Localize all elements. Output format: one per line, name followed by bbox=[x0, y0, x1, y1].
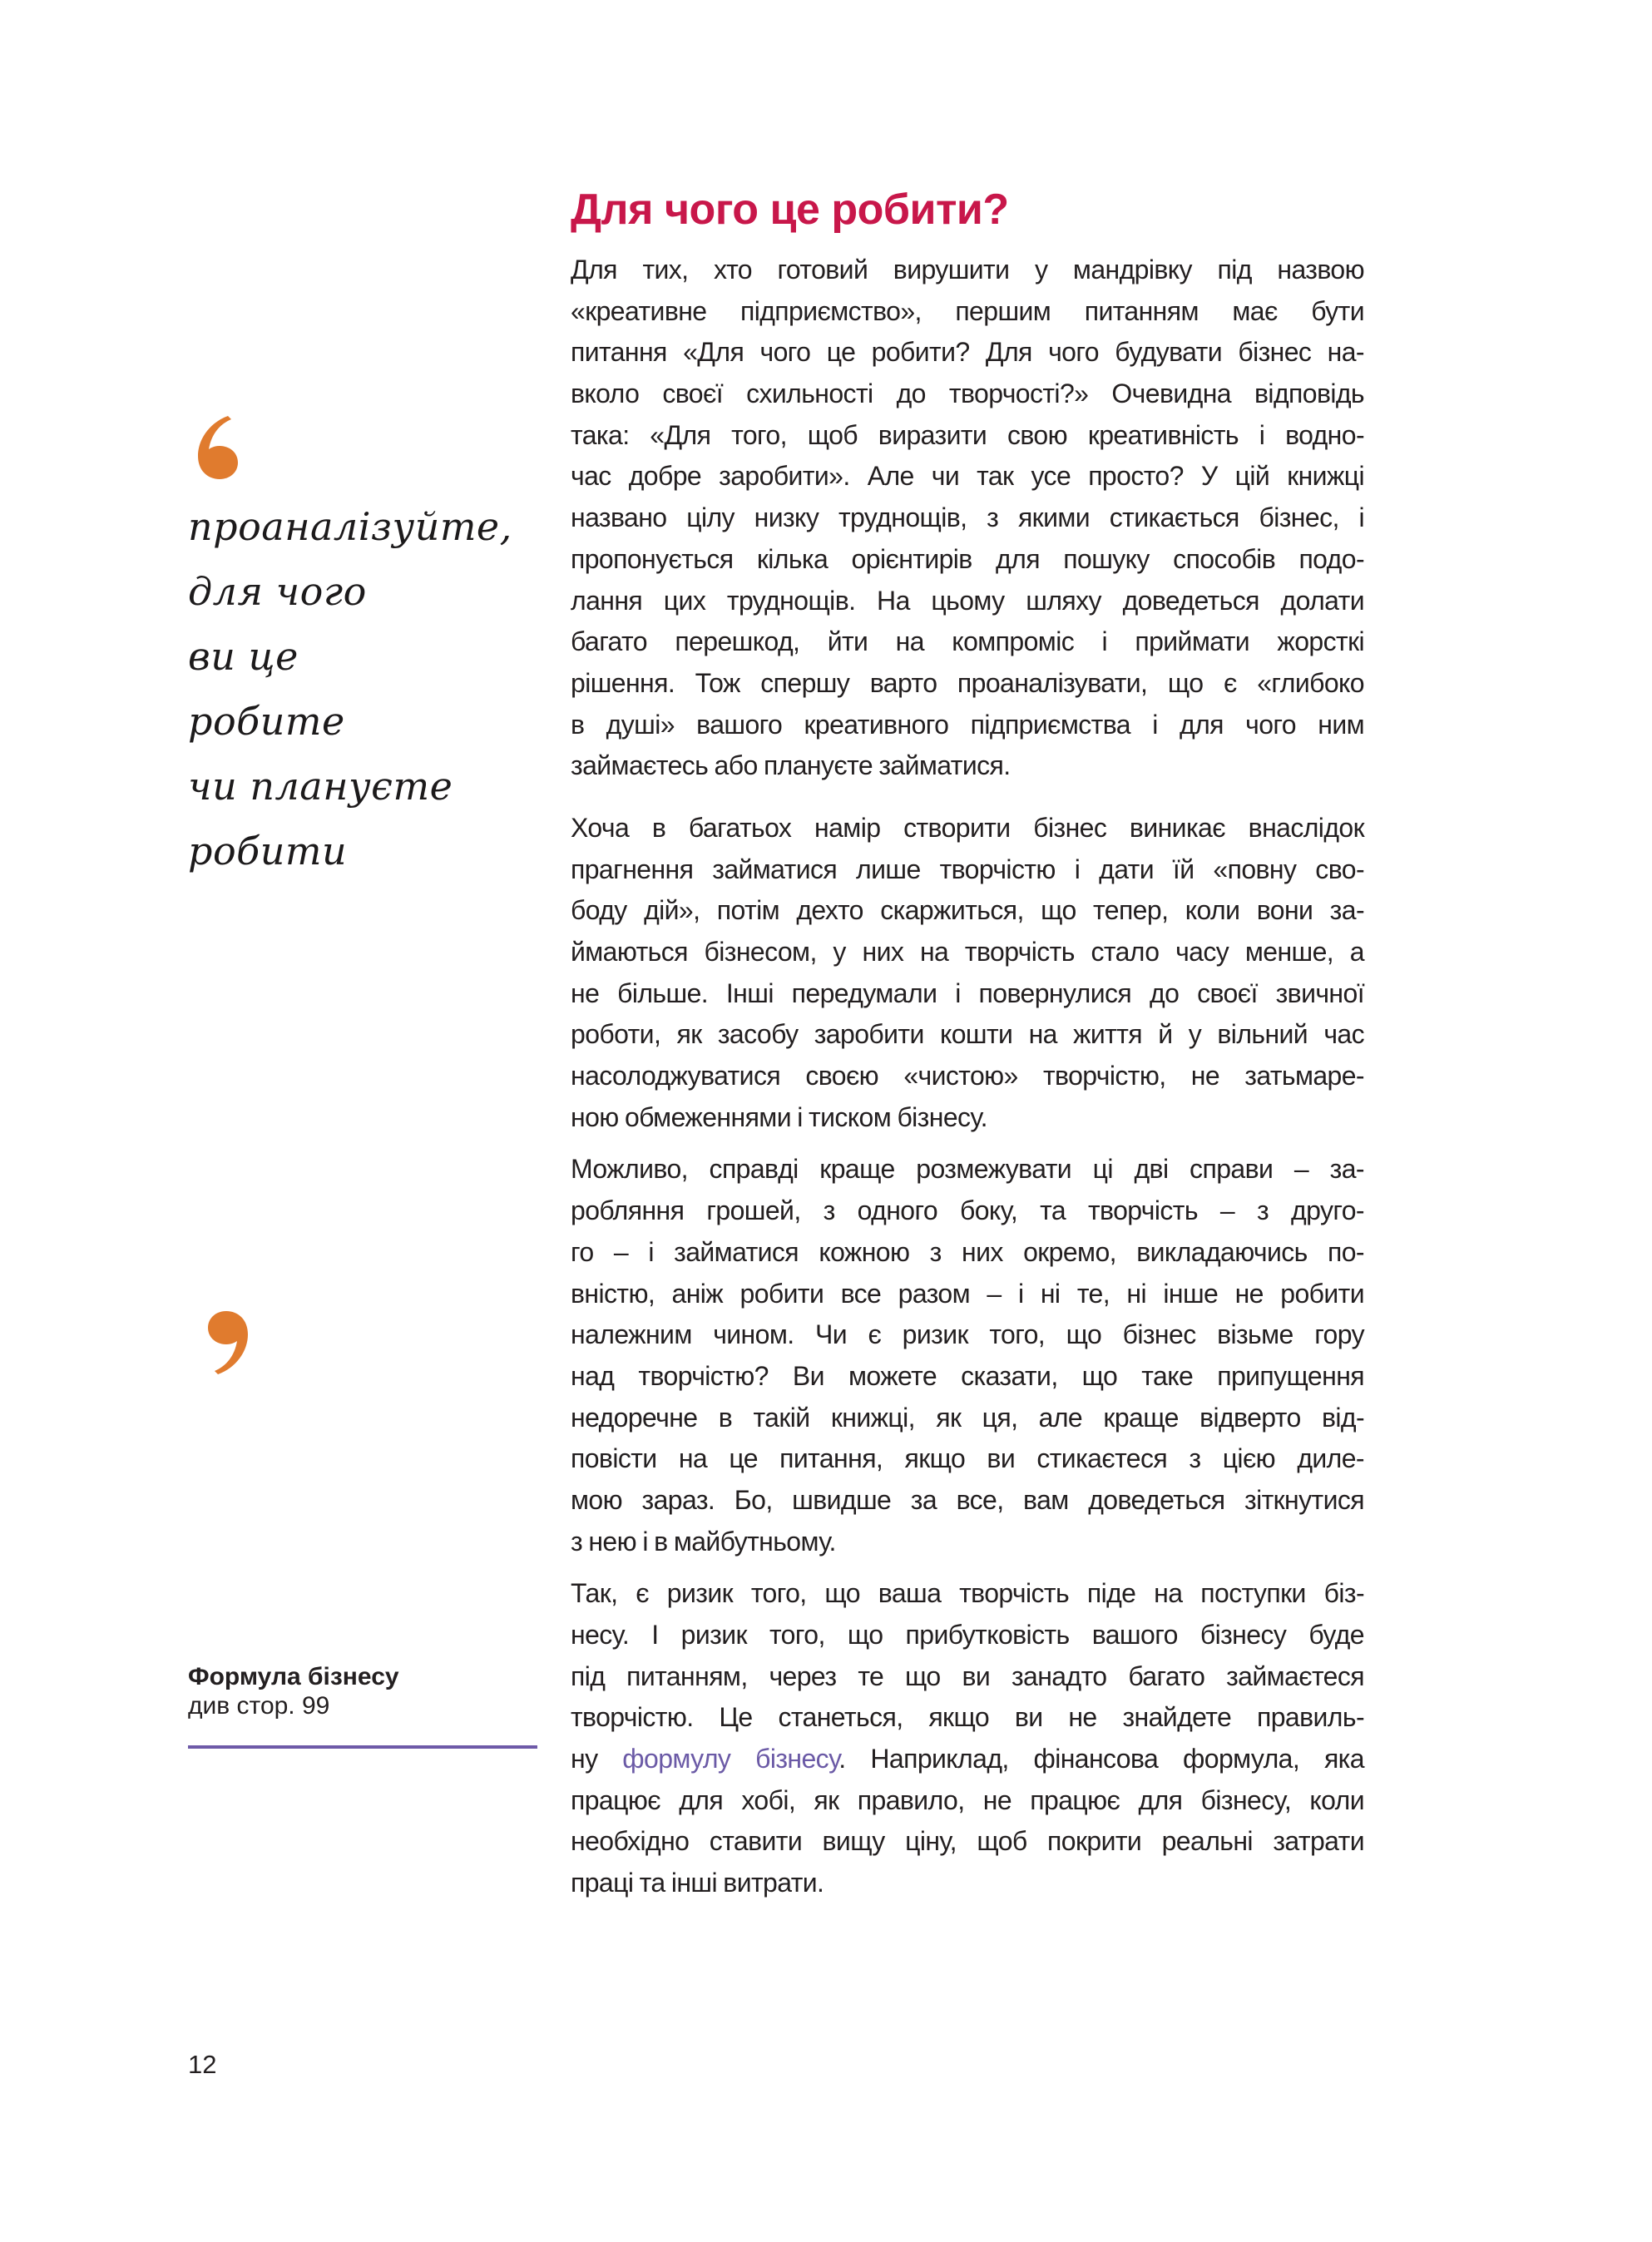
close-quote-icon bbox=[206, 1309, 251, 1376]
text-line-with-link bbox=[571, 1739, 1364, 1780]
text-line: не більше. Інші передумали і повернулися до своєї звичної bbox=[571, 977, 1364, 1008]
text-line: прагнення займатися лише творчістю і дати їй «повну сво- bbox=[571, 854, 1364, 884]
text-line: вколо своєї схильності до творчості?» Очевидна відповідь bbox=[571, 379, 1364, 409]
article-body bbox=[571, 185, 1364, 1904]
side-note-title: Формула бізнесу bbox=[188, 1663, 399, 1690]
link-line-after: . Наприклад, фінансова формула, яка bbox=[838, 1744, 1364, 1774]
text-line: Так, є ризик того, що ваша творчість піде на поступки біз- bbox=[571, 1578, 1364, 1609]
text-line: пропонується кілька орієнтирів для пошуку способів подо- bbox=[571, 543, 1364, 574]
text-line: необхідно ставити вищу ціну, щоб покрити реальні затрати bbox=[571, 1826, 1364, 1857]
text-line: названо цілу низку труднощів, з якими стикається бізнес, і bbox=[571, 502, 1364, 533]
pull-quote-line: ви це bbox=[188, 634, 299, 679]
text-line: праці та інші витрати. bbox=[571, 1868, 824, 1898]
paragraph-4 bbox=[571, 1573, 1364, 1904]
text-line: час добре заробити». Але чи так усе просто? У цій книжці bbox=[571, 461, 1364, 492]
text-line: працює для хобі, як правило, не працює для бізнесу, коли bbox=[571, 1784, 1364, 1815]
text-line: вністю, аніж робити все разом – і ні те, ні інше не робити bbox=[571, 1278, 1364, 1309]
open-quote-icon bbox=[195, 414, 240, 481]
text-line: належним чином. Чи є ризик того, що бізнес візьме гору bbox=[571, 1319, 1364, 1350]
paragraph-1 bbox=[571, 250, 1364, 787]
side-note-cross-reference bbox=[188, 1662, 537, 1749]
pull-quote-line: проаналізуйте, bbox=[188, 504, 512, 549]
text-line: займаєтесь або плануєте займатися. bbox=[571, 750, 1011, 781]
text-line: питання «Для чого це робити? Для чого будувати бізнес на- bbox=[571, 337, 1364, 368]
pull-quote-text bbox=[188, 494, 512, 883]
text-line: рішення. Тож спершу варто проаналізувати, що є «глибоко bbox=[571, 667, 1364, 698]
text-line: лання цих труднощів. На цьому шляху доведеться долати bbox=[571, 585, 1364, 616]
text-line: го – і займатися кожною з них окремо, викладаючись по- bbox=[571, 1236, 1364, 1267]
text-line: з нею і в майбутньому. bbox=[571, 1526, 836, 1557]
text-line: ною обмеженнями і тиском бізнесу. bbox=[571, 1101, 987, 1132]
side-note-divider bbox=[188, 1745, 537, 1749]
text-line: багато перешкод, йти на компроміс і приймати жорсткі bbox=[571, 626, 1364, 657]
text-line: роботи, як засобу заробити кошти на життя й у вільний час bbox=[571, 1019, 1364, 1050]
text-line: така: «Для того, щоб виразити свою креативність і водно- bbox=[571, 419, 1364, 450]
text-line: робляння грошей, з одного боку, та творчість – з друго- bbox=[571, 1195, 1364, 1226]
section-heading: Для чого це робити? bbox=[571, 186, 1009, 234]
pull-quote-line: робите bbox=[188, 699, 345, 744]
text-line: творчістю. Це станеться, якщо ви не знайдете правиль- bbox=[571, 1702, 1364, 1733]
text-line: несу. І ризик того, що прибутковість вашого бізнесу буде bbox=[571, 1620, 1364, 1650]
pull-quote-line: чи плануєте bbox=[188, 764, 453, 809]
text-line: мою зараз. Бо, швидше за все, вам доведеться зіткнутися bbox=[571, 1484, 1364, 1515]
pull-quote-line: робити bbox=[188, 829, 348, 874]
text-line: насолоджуватися своєю «чистою» творчістю, не затьмаре- bbox=[571, 1061, 1364, 1091]
text-line: недоречне в такій книжці, як ця, але краще відверто від- bbox=[571, 1402, 1364, 1433]
business-formula-link[interactable]: формулу бізнесу bbox=[622, 1744, 839, 1774]
paragraph-2 bbox=[571, 808, 1364, 1139]
text-line: над творчістю? Ви можете сказати, що таке припущення bbox=[571, 1360, 1364, 1391]
link-line-before: ну bbox=[571, 1744, 623, 1774]
text-line: під питанням, через те що ви занадто багато займаєтеся bbox=[571, 1660, 1364, 1691]
text-line: «креативне підприємство», першим питанням має бути bbox=[571, 295, 1364, 326]
text-line: Для тих, хто готовий вирушити у мандрівку під назвою bbox=[571, 255, 1364, 285]
text-line: Хоча в багатьох намір створити бізнес виникає внаслідок bbox=[571, 812, 1364, 843]
pull-quote-line: для чого bbox=[188, 569, 367, 614]
text-line: Можливо, справді краще розмежувати ці дві справи – за- bbox=[571, 1154, 1364, 1185]
text-line: боду дій», потім дехто скаржиться, що тепер, коли вони за- bbox=[571, 895, 1364, 926]
paragraph-3 bbox=[571, 1149, 1364, 1562]
text-line: в душі» вашого креативного підприємства і для чого ним bbox=[571, 709, 1364, 740]
page-number: 12 bbox=[188, 2050, 217, 2079]
side-note-page-reference: див стор. 99 bbox=[188, 1692, 330, 1720]
text-line: повісти на це питання, якщо ви стикаєтеся з цією диле- bbox=[571, 1443, 1364, 1474]
text-line: ймаються бізнесом, у них на творчість стало часу менше, а bbox=[571, 937, 1364, 967]
